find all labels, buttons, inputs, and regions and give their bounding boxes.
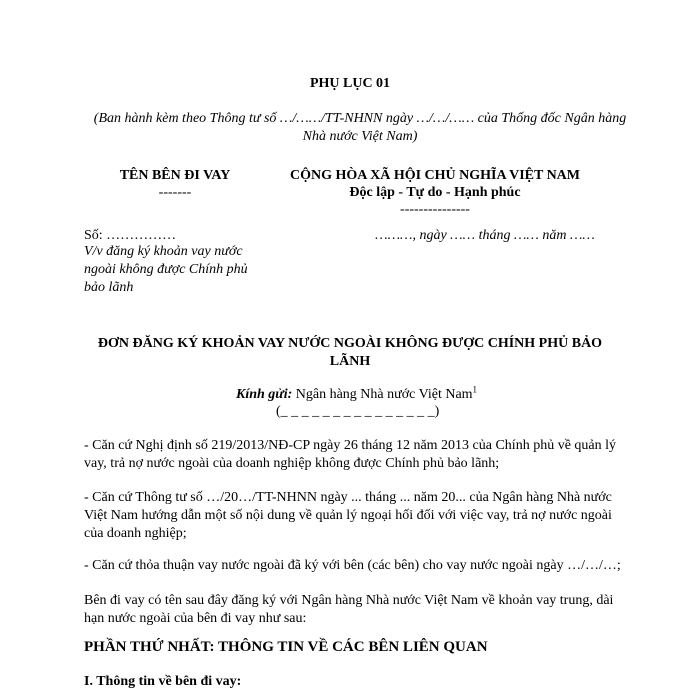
footnote-mark: 1 [472, 384, 478, 395]
form-title-line1: ĐƠN ĐĂNG KÝ KHOẢN VAY NƯỚC NGOÀI KHÔNG ĐƯỢC CHÍNH PHỦ BẢO [97, 336, 603, 351]
registration-intro-line1: Bên đi vay có tên sau đây đăng ký với Ngân hàng Nhà nước Việt Nam về khoản vay trung, dài [84, 593, 614, 608]
issued-note-line1: (Ban hành kèm theo Thông tư số …/……/TT-NHNN ngày …/…/…… của Thống đốc Ngân hàng [93, 111, 627, 126]
basis-decree-line2: vay, trả nợ nước ngoài của doanh nghiệp không được Chính phủ bảo lãnh; [84, 456, 500, 471]
date-line: ………, ngày …… tháng …… năm …… [375, 228, 595, 243]
recipient-blank: (_ _ _ _ _ _ _ _ _ _ _ _ _ _ _) [276, 404, 440, 419]
borrower-name: TÊN BÊN ĐI VAY [119, 168, 231, 183]
part-one-heading: PHẦN THỨ NHẤT: THÔNG TIN VỀ CÁC BÊN LIÊN QUAN [84, 639, 488, 655]
basis-agreement-line1: - Căn cứ thỏa thuận vay nước ngoài đã ký với bên (các bên) cho vay nước ngoài ngày …/…/…; [84, 558, 621, 573]
republic-name: CỘNG HÒA XÃ HỘI CHỦ NGHĨA VIỆT NAM [289, 168, 580, 183]
registration-intro-line2: hạn nước ngoài của bên đi vay như sau: [84, 611, 307, 626]
kinh-gui-label: Kính gửi: [236, 387, 293, 402]
basis-circular-line1: - Căn cứ Thông tư số …/20…/TT-NHNN ngày ... tháng ... năm 20... của Ngân hàng Nhà nước [84, 490, 612, 505]
appendix-title: PHỤ LỤC 01 [309, 76, 391, 91]
subject-line1: V/v đăng ký khoản vay nước [84, 244, 243, 259]
recipient-line [236, 386, 477, 404]
section-one-heading: I. Thông tin về bên đi vay: [84, 674, 242, 689]
subject-line2: ngoài không được Chính phủ [84, 262, 248, 277]
basis-circular-line3: của doanh nghiệp; [84, 526, 187, 541]
subject-line3: bảo lãnh [84, 280, 134, 295]
left-divider: ------- [158, 185, 192, 200]
right-divider: --------------- [400, 202, 470, 217]
national-motto: Độc lập - Tự do - Hạnh phúc [349, 185, 521, 200]
basis-decree-line1: - Căn cứ Nghị định số 219/2013/NĐ-CP ngày 26 tháng 12 năm 2013 của Chính phủ về quản lý [84, 438, 617, 453]
basis-circular-line2: Việt Nam hướng dẫn một số nội dung về quản lý ngoại hối đối với việc vay, trả nợ nước ngoài [84, 508, 612, 523]
form-title-line2: LÃNH [329, 354, 371, 369]
document-number: Số: …………… [84, 228, 177, 243]
issued-note-line2: Nhà nước Việt Nam) [302, 129, 418, 144]
recipient-name: Ngân hàng Nhà nước Việt Nam [295, 387, 473, 402]
